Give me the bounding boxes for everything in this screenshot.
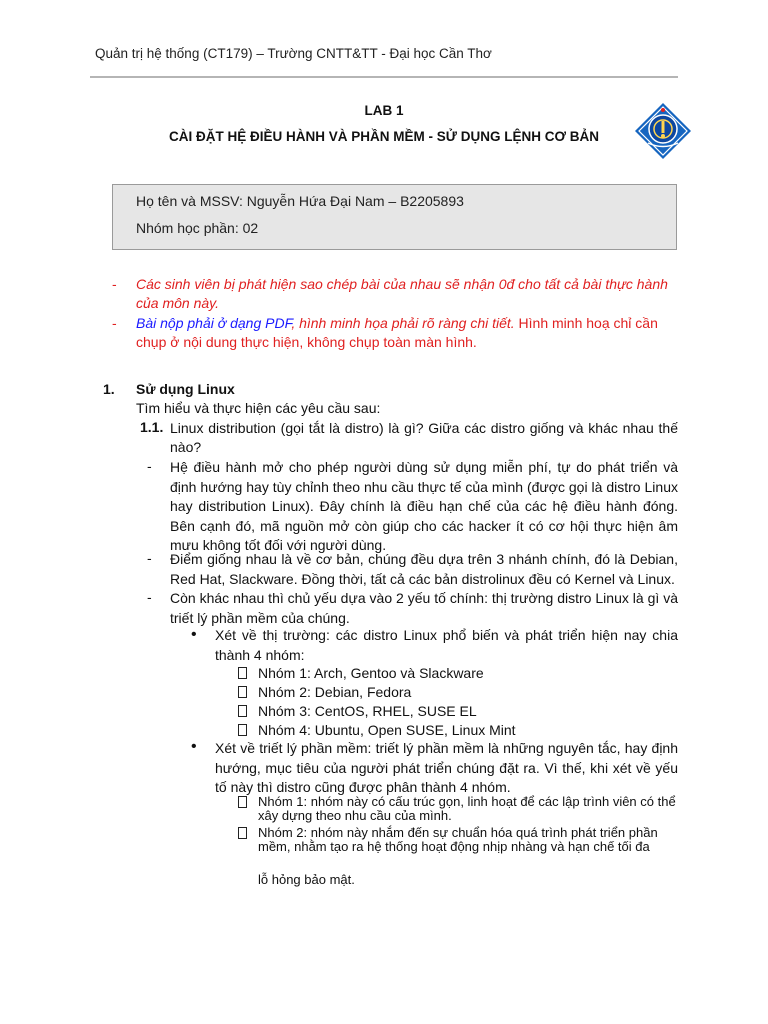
course-group: Nhóm học phần: 02 (136, 220, 259, 236)
list-item: Nhóm 1: nhóm này có cấu trúc gọn, linh hoạt để các lập trình viên có thể xây dựng theo nhu cầu của mình. (258, 794, 676, 823)
bullet-philosophy-text: Xét về triết lý phần mềm: triết lý phần mềm là những nguyên tắc, hay định hướng, mục tiêu của người phát triển chúng đặt ra. Vì thế, khi xét về yếu tố này thì distro cũng được phân thành 4 nhóm. (215, 740, 678, 795)
student-info-box (112, 184, 677, 250)
notice-submission (112, 314, 680, 352)
answer-dash: - (147, 589, 152, 605)
checkbox-square-icon (238, 827, 247, 839)
answer-dash: - (147, 458, 152, 474)
header-divider (90, 76, 678, 78)
checkbox-square-icon (238, 686, 247, 698)
checkbox-square-icon (238, 705, 247, 717)
notice-copying (112, 275, 680, 313)
lab-title: LAB 1 (364, 103, 404, 118)
question-text: Linux distribution (gọi tắt là distro) là gì? Giữa các distro giống và khác nhau thế nào? (170, 420, 678, 455)
university-logo-icon (634, 102, 692, 160)
notice-clarity-text: , hình minh họa phải rõ ràng chi tiết. (291, 315, 515, 331)
answer-paragraph: Còn khác nhau thì chủ yếu dựa vào 2 yếu tố chính: thị trường distro Linux là gì và triết lý phần mềm của chúng. (170, 590, 678, 626)
notice-pdf-text: Bài nộp phải ở dạng PDF (136, 315, 292, 331)
list-item: Nhóm 3: CentOS, RHEL, SUSE EL (258, 703, 477, 719)
checkbox-square-icon (238, 724, 247, 736)
checkbox-square-icon (238, 796, 247, 808)
section-intro: Tìm hiểu và thực hiện các yêu cầu sau: (136, 400, 381, 416)
bullet-icon: • (191, 626, 197, 643)
lab-subtitle: CÀI ĐẶT HỆ ĐIỀU HÀNH VÀ PHẦN MỀM - SỬ DỤNG LỆNH CƠ BẢN (169, 129, 599, 144)
list-item-continuation: lỗ hỏng bảo mật. (258, 872, 355, 887)
notice-dash: - (112, 315, 117, 331)
bullet-market-text: Xét về thị trường: các distro Linux phổ biến và phát triển hiện nay chia thành 4 nhóm: (215, 627, 678, 663)
checkbox-square-icon (238, 667, 247, 679)
list-item: Nhóm 4: Ubuntu, Open SUSE, Linux Mint (258, 722, 516, 738)
page-header: Quản trị hệ thống (CT179) – Trường CNTT&TT - Đại học Cần Thơ (95, 46, 492, 61)
section-title: Sử dụng Linux (136, 381, 235, 397)
list-item: Nhóm 2: nhóm này nhắm đến sự chuẩn hóa quá trình phát triển phần mềm, nhằm tạo ra hệ thống hoạt động nhịp nhàng và hạn chế tối đa (258, 825, 658, 854)
list-item: Nhóm 1: Arch, Gentoo và Slackware (258, 665, 484, 681)
question-number: 1.1. (140, 419, 164, 435)
answer-paragraph: Điểm giống nhau là về cơ bản, chúng đều dựa trên 3 nhánh chính, đó là Debian, Red Hat, Slackware. Đồng thời, tất cả các bản distrolinux đều có Kernel và Linux. (170, 551, 678, 587)
student-name-id: Họ tên và MSSV: Nguyễn Hứa Đại Nam – B2205893 (136, 193, 464, 209)
notice-dash: - (112, 276, 117, 292)
answer-dash: - (147, 550, 152, 566)
notice-screenshot-text: Hình minh hoạ chỉ cần chụp ở nội dung thực hiện, không chụp toàn màn hình. (136, 315, 658, 350)
bullet-icon: • (191, 738, 197, 755)
answer-paragraph: Hệ điều hành mở cho phép người dùng sử dụng miễn phí, tự do phát triển và định hướng hay tùy chỉnh theo nhu cầu thực tế của mình (được gọi là distro Linux hay distribution Linux). Đây chính là điều hạn chế của các hệ điều hành đóng. Bên cạnh đó, mã nguồn mở còn giúp cho các hacker ít có cơ hội thực hiện âm mưu không tốt đối với người dùng. (170, 459, 678, 553)
list-item: Nhóm 2: Debian, Fedora (258, 684, 412, 700)
section-number: 1. (103, 381, 115, 397)
notice-copying-text: Các sinh viên bị phát hiện sao chép bài của nhau sẽ nhận 0đ cho tất cả bài thực hành của môn này. (136, 276, 668, 311)
